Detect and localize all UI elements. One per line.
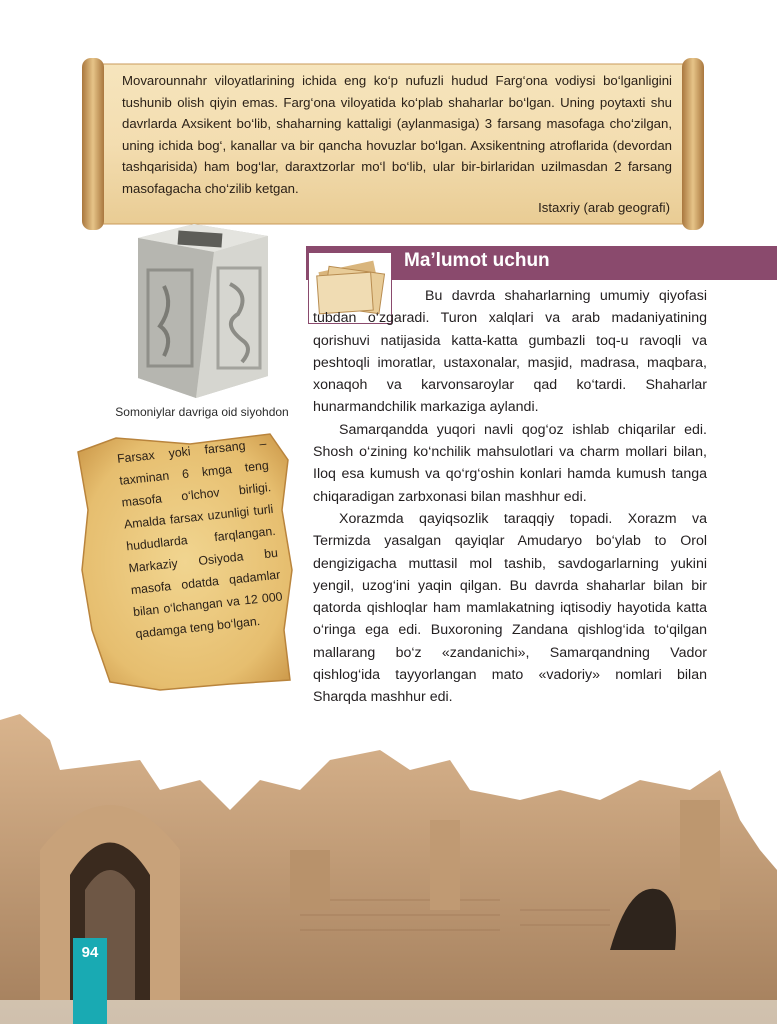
paragraph: Samarqandda yuqori navli qog‘oz ishlab chiqarilar edi. Shosh o‘zining ko‘nchilik mahsulotlari va charm mollari bilan, Iloq esa kumush va qo‘rg‘oshin konlari hamda kumush tanga chiqaradigan zarbxonasi bilan mashhur edi. <box>313 421 707 505</box>
info-title: Ma’lumot uchun <box>404 250 550 271</box>
paragraph: Xorazmda qayiqsozlik taraqqiy topadi. Xorazm va Termizda yasalgan qayiqlar Amudaryo bo‘ylab to Orol dengizigacha muttasil mol tashib, savdogarlarning yukini yengil, uzog‘ini yaqin qilgan. Bu davrda shaharlar bilan bir qatorda qishloqlar ham mamlakatning iqtisodiy hayotida katta o‘ringa ega edi. Buxoroning Zandana qishlog‘ida to‘qilgan mallarang bo‘z «zandanichi», Samarqandning Vador qishlog‘ida tayyorlangan mato «vadoriy» nomlari bilan Sharqda mashhur edi. <box>313 510 707 706</box>
inkpot-caption: Somoniylar davriga oid siyohdon <box>115 405 289 419</box>
quote-scroll <box>82 58 704 230</box>
info-body <box>313 285 707 709</box>
paragraph: Bu davrda shaharlarning umumiy qiyofasi tubdan o‘zgaradi. Turon xalqlari va arab madaniyatining qorishuvi natijasida katta-katta gumbazli toq-u ravoqli va peshtoqli imoratlar, ustaxonalar, masjid, madrasa, maqbara, xonaqoh va karvonsaroylar qad ko‘tardi. Shaharlar hunarmandchilik markaziga aylandi. <box>313 288 707 416</box>
quote-author: Istaxriy (arab geografi) <box>538 200 670 215</box>
page-number: 94 <box>81 944 99 961</box>
ruins-image <box>0 700 777 1024</box>
inkpot-image <box>118 216 286 404</box>
definition-text: Farsax yoki farsang – taxminan 6 kmga teng masofa o‘lchov birligi. Amalda farsax uzunligi turli hududlarda farqlangan. Markaziy Osiyoda bu masofa odatda qadamlar bilan o‘lchangan va 12 000 qadamga teng bo‘lgan. <box>116 436 284 641</box>
quote-text: Movarounnahr viloyatlarining ichida eng ko‘p nufuzli hudud Farg‘ona vodiysi bo‘lganligini tushunib olish qiyin emas. Farg‘ona viloyatida ko‘plab shaharlar bo‘lgan. Uning poytaxti shu davrlarda Axsikent bo‘lib, shaharning kattaligi (aylanmasiga) 3 farsang masofaga cho‘zilgan, uning ichida bog‘, kanallar va bir qancha hovuzlar bo‘lgan. Axsikentning atroflarida (devordan tashqarisida) ham bog‘lar, daraxtzorlar mo‘l bo‘lib, ular bir-birlaridan uzilmasdan 2 farsang masofagacha cho‘zilib ketgan. <box>122 73 672 196</box>
definition-note <box>70 430 296 692</box>
